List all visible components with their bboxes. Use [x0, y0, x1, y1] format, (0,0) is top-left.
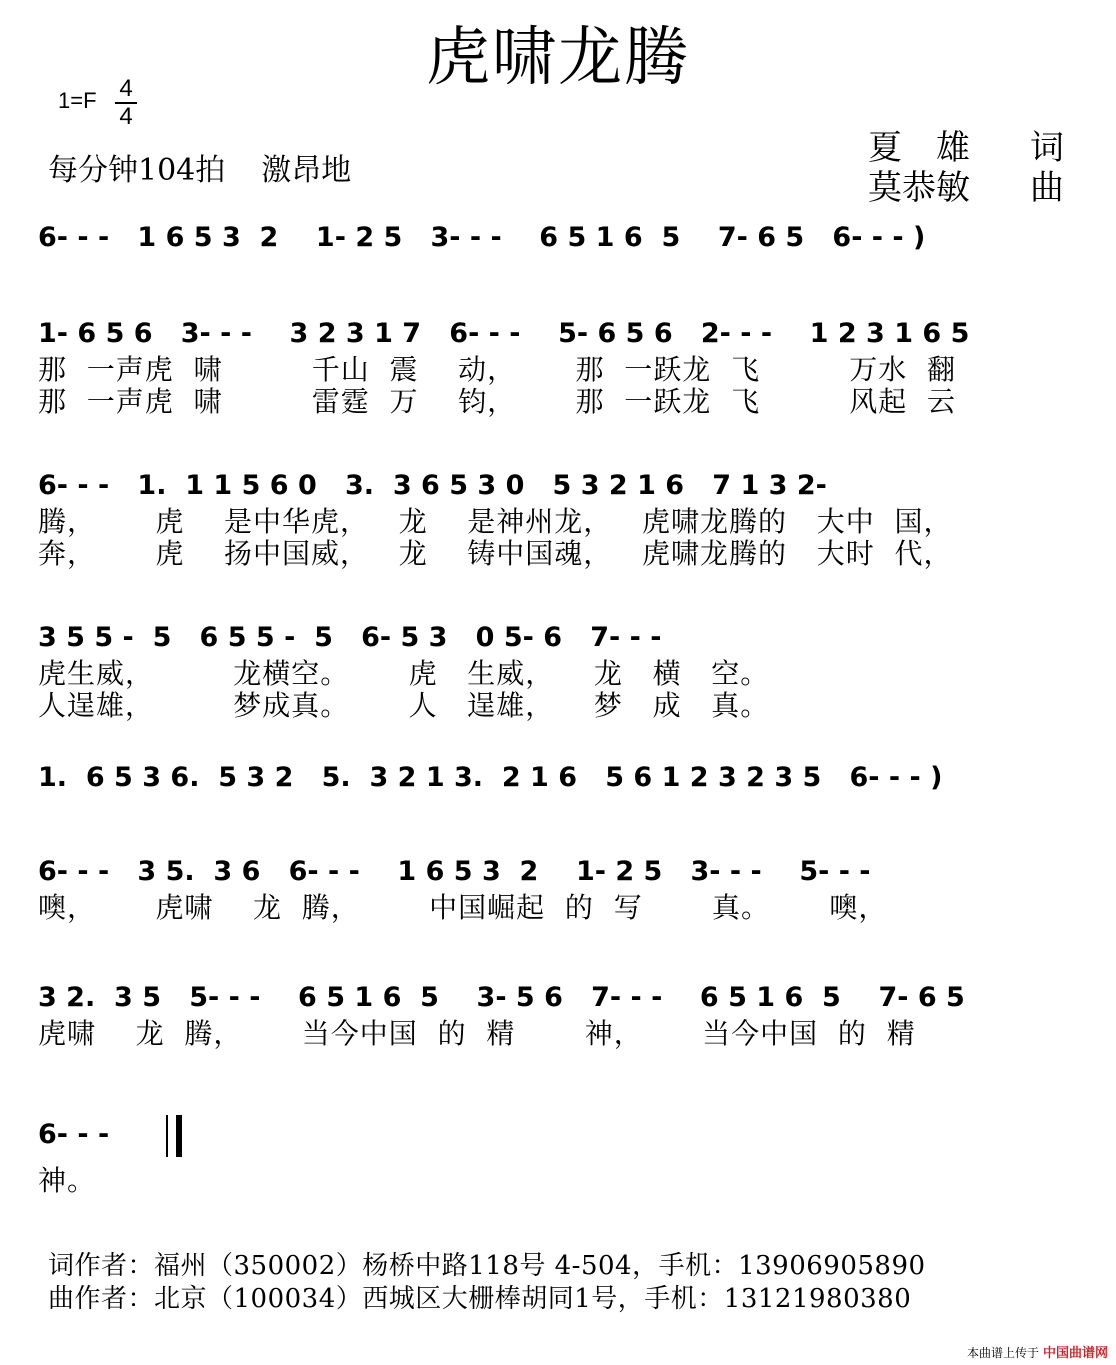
notation-row: 6- - - 1. 1 1 5 6 0 3. 3 6 5 3 0 5 3 2 1 6 7 1 3 2- [38, 470, 827, 501]
lyric-row-2: 人逞雄， 梦成真。 人 逞雄， 梦 成 真。 [38, 689, 770, 722]
notation-row: 1. 6 5 3 6. 5 3 2 5. 3 2 1 3. 2 1 6 5 6 1 2 3 2 3 5 6- - - ) [38, 762, 943, 793]
time-signature-denominator: 4 [119, 103, 133, 130]
score-line-chorus-b [38, 618, 1088, 722]
composer-credit [868, 160, 1064, 209]
lyricist-name: 夏 雄 [868, 128, 970, 168]
key-signature: 1=F [58, 88, 97, 113]
notation-row: 6- - - 1 6 5 3 2 1- 2 5 3- - - 6 5 1 6 5 7- 6 5 6- - - ) [38, 222, 926, 253]
notation-row: 1- 6 5 6 3- - - 3 2 3 1 7 6- - - 5- 6 5 6 2- - - 1 2 3 1 6 5 [38, 318, 970, 349]
lyric-row-1: 虎生威， 龙横空。 虎 生威， 龙 横 空。 [38, 657, 770, 690]
time-signature-numerator: 4 [115, 76, 137, 104]
time-signature [115, 76, 137, 130]
lyric-row-1: 神。 [38, 1164, 97, 1197]
watermark [967, 1342, 1108, 1361]
tempo-marking [48, 145, 351, 189]
lyric-row-2: 那 一声虎 啸 雷霆 万 钧， 那 一跃龙 飞 风起 云 [38, 385, 957, 418]
notation-row: 3 2. 3 5 5- - - 6 5 1 6 5 3- 5 6 7- - - 6 5 1 6 5 7- 6 5 [38, 982, 965, 1013]
lyric-row-1: 腾， 虎 是中华虎， 龙 是神州龙， 虎啸龙腾的 大中 国， [38, 505, 953, 538]
score-line-ending [38, 1115, 1088, 1197]
score-line-interlude [38, 758, 1088, 798]
score-line-coda-b [38, 978, 1088, 1050]
score-line-coda-a [38, 852, 1088, 924]
composer-name: 莫恭敏 [868, 168, 970, 208]
notation-row: 6- - - 3 5. 3 6 6- - - 1 6 5 3 2 1- 2 5 3- - - 5- - - [38, 856, 871, 887]
score-line-intro [38, 218, 1088, 258]
notation-row: 6- - - [38, 1119, 110, 1150]
watermark-brand: 中国曲谱网 [1042, 1346, 1108, 1361]
watermark-prefix: 本曲谱上传于 [966, 1346, 1039, 1360]
page-title: 虎啸龙腾 [426, 21, 690, 95]
mood-text: 激昂地 [261, 153, 352, 188]
final-barline-thick [176, 1115, 182, 1157]
score-line-verse-1 [38, 314, 1088, 418]
composer-address: 曲作者：北京（100034）西城区大栅棒胡同1号，手机：13121980380 [48, 1284, 912, 1314]
lyricist-role: 词 [1030, 128, 1064, 168]
final-barline-thin [166, 1115, 168, 1157]
score-line-chorus-a [38, 466, 1088, 570]
lyric-row-1: 虎啸 龙 腾， 当今中国 的 精 神， 当今中国 的 精 [38, 1017, 916, 1050]
tempo-text: 每分钟104拍 [48, 153, 226, 188]
notation-row: 3 5 5 - 5 6 5 5 - 5 6- 5 3 0 5- 6 7- - - [38, 622, 662, 653]
lyric-row-1: 那 一声虎 啸 千山 震 动， 那 一跃龙 飞 万水 翻 [38, 353, 957, 386]
lyric-row-1: 噢， 虎啸 龙 腾， 中国崛起 的 写 真。 噢， [38, 891, 888, 924]
lyric-row-2: 奔， 虎 扬中国威， 龙 铸中国魂， 虎啸龙腾的 大时 代， [38, 537, 953, 570]
composer-role: 曲 [1030, 168, 1064, 208]
lyricist-address: 词作者：福州（350002）杨桥中路118号 4-504，手机：13906905890 [48, 1251, 926, 1281]
